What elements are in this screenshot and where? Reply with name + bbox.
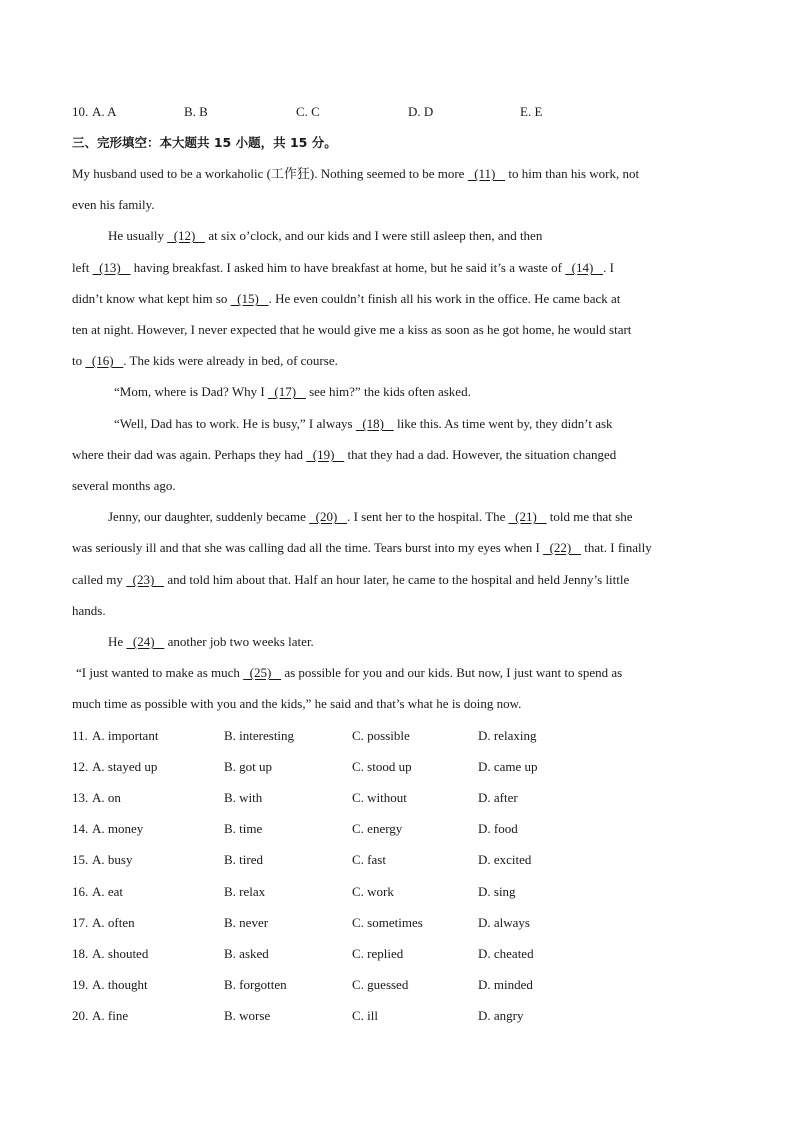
- passage-line: [72, 197, 155, 213]
- answer-option: A. eat: [92, 884, 124, 899]
- passage-text: much time as possible with you and the kids,” he said and that’s what he is doing now.: [72, 696, 522, 711]
- answer-option: B. interesting: [224, 728, 295, 743]
- passage-text: . The kids were already in bed, of course.: [123, 353, 338, 368]
- answer-option: D. relaxing: [478, 728, 537, 743]
- passage-line: [72, 447, 616, 463]
- answer-option: D. always: [478, 915, 530, 930]
- passage-text: . I: [603, 260, 614, 275]
- q10-option-b: B. B: [184, 104, 208, 119]
- passage-text: and told him about that. Half an hour later, he came to the hospital and held Jenny’s little: [164, 572, 630, 587]
- answer-option: C. stood up: [352, 759, 412, 774]
- cloze-blank: (15): [230, 291, 269, 306]
- passage-line: [72, 603, 106, 619]
- passage-text: see him?” the kids often asked.: [305, 384, 471, 399]
- cloze-blank: (13): [92, 260, 131, 275]
- passage-line: [72, 260, 614, 276]
- passage-line: [72, 166, 639, 182]
- passage-text: as possible for you and our kids. But now, I just want to spend as: [281, 665, 623, 680]
- cloze-blank: (20): [309, 509, 348, 524]
- passage-line: [76, 665, 622, 681]
- answer-option: A. money: [92, 821, 144, 836]
- question-number: 20.: [72, 1008, 89, 1023]
- passage-text: left: [72, 260, 93, 275]
- answer-option: D. angry: [478, 1008, 524, 1023]
- answer-option: B. worse: [224, 1008, 271, 1023]
- cloze-blank: (14): [565, 260, 604, 275]
- passage-text: He: [108, 634, 127, 649]
- passage-line: [108, 228, 542, 244]
- passage-text: told me that she: [546, 509, 633, 524]
- cloze-blank: (25): [243, 665, 282, 680]
- passage-text: . I sent her to the hospital. The: [347, 509, 509, 524]
- answer-option: A. often: [92, 915, 135, 930]
- question-number: 16.: [72, 884, 89, 899]
- passage-text: at six o’clock, and our kids and I were still asleep then, and then: [205, 228, 543, 243]
- passage-line: [72, 353, 338, 369]
- question-number: 12.: [72, 759, 89, 774]
- answer-option: A. on: [92, 790, 121, 805]
- passage-line: [72, 291, 620, 307]
- passage-line: [108, 509, 632, 525]
- answer-option: B. forgotten: [224, 977, 287, 992]
- answer-option: B. relax: [224, 884, 266, 899]
- cloze-blank: (18): [355, 416, 394, 431]
- passage-text: called my: [72, 572, 127, 587]
- answer-option: B. tired: [224, 852, 263, 867]
- passage-line: [72, 696, 521, 712]
- q10-option-a: A. A: [92, 104, 117, 119]
- cloze-blank: (22): [543, 540, 582, 555]
- q10-option-c: C. C: [296, 104, 320, 119]
- answer-option: A. stayed up: [92, 759, 158, 774]
- answer-option: C. energy: [352, 821, 403, 836]
- cloze-blank: (24): [126, 634, 165, 649]
- question-number: 18.: [72, 946, 89, 961]
- passage-text: another job two weeks later.: [164, 634, 314, 649]
- passage-text: having breakfast. I asked him to have breakfast at home, but he said it’s a waste of: [130, 260, 566, 275]
- answer-option: B. got up: [224, 759, 273, 774]
- passage-line: [72, 572, 629, 588]
- passage-text: was seriously ill and that she was calling dad all the time. Tears burst into my eyes when I: [72, 540, 544, 555]
- q10-option-d: D. D: [408, 104, 434, 119]
- answer-option: C. fast: [352, 852, 386, 867]
- passage-text: . He even couldn’t finish all his work in the office. He came back at: [268, 291, 621, 306]
- passage-text: He usually: [108, 228, 168, 243]
- passage-text: “Well, Dad has to work. He is busy,” I always: [114, 416, 356, 431]
- passage-text: that they had a dad. However, the situation changed: [344, 447, 617, 462]
- answer-option: A. busy: [92, 852, 133, 867]
- passage-line: [108, 634, 314, 650]
- answer-option: B. with: [224, 790, 263, 805]
- answer-option: C. replied: [352, 946, 404, 961]
- answer-option: B. asked: [224, 946, 269, 961]
- answer-option: D. food: [478, 821, 518, 836]
- answer-option: D. excited: [478, 852, 532, 867]
- answer-option: C. ill: [352, 1008, 379, 1023]
- passage-text: where their dad was again. Perhaps they had: [72, 447, 307, 462]
- answer-option: C. work: [352, 884, 394, 899]
- passage-text: to him than his work, not: [505, 166, 640, 181]
- cloze-blank: (17): [267, 384, 306, 399]
- passage-text: “I just wanted to make as much: [76, 665, 244, 680]
- answer-option: D. after: [478, 790, 518, 805]
- cloze-blank: (23): [126, 572, 165, 587]
- answer-option: A. thought: [92, 977, 148, 992]
- answer-option: C. possible: [352, 728, 410, 743]
- answer-option: D. cheated: [478, 946, 534, 961]
- passage-text: that. I finally: [581, 540, 652, 555]
- question-number: 19.: [72, 977, 89, 992]
- answer-option: C. without: [352, 790, 407, 805]
- answer-option: D. sing: [478, 884, 516, 899]
- cloze-blank: (11): [467, 166, 506, 181]
- passage-line: [114, 384, 471, 400]
- passage-line: [72, 540, 652, 556]
- cloze-blank: (21): [508, 509, 547, 524]
- answer-option: C. guessed: [352, 977, 409, 992]
- passage-line: [72, 478, 176, 494]
- answer-option: C. sometimes: [352, 915, 423, 930]
- passage-text: didn’t know what kept him so: [72, 291, 231, 306]
- cloze-blank: (12): [167, 228, 206, 243]
- question-number: 13.: [72, 790, 89, 805]
- passage-text: several months ago.: [72, 478, 176, 493]
- passage-text: to: [72, 353, 86, 368]
- question-number: 15.: [72, 852, 89, 867]
- question-number: 17.: [72, 915, 89, 930]
- passage-text: hands.: [72, 603, 106, 618]
- section-title: 三、完形填空：本大题共 15 小题，共 15 分。: [72, 135, 337, 150]
- passage-line: [72, 322, 631, 338]
- passage-text: like this. As time went by, they didn’t ask: [393, 416, 613, 431]
- answer-option: D. came up: [478, 759, 538, 774]
- answer-option: D. minded: [478, 977, 533, 992]
- question-number: 14.: [72, 821, 89, 836]
- passage-text: ten at night. However, I never expected that he would give me a kiss as soon as he got home, he would start: [72, 322, 632, 337]
- q10-option-e: E. E: [520, 104, 543, 119]
- passage-text: “Mom, where is Dad? Why I: [114, 384, 268, 399]
- answer-option: A. shouted: [92, 946, 149, 961]
- passage-text: even his family.: [72, 197, 155, 212]
- answer-option: B. never: [224, 915, 269, 930]
- answer-option: A. important: [92, 728, 159, 743]
- q10-number: 10.: [72, 104, 89, 119]
- answer-option: A. fine: [92, 1008, 129, 1023]
- answer-option: B. time: [224, 821, 263, 836]
- passage-text: My husband used to be a workaholic (工作狂). Nothing seemed to be more: [72, 166, 468, 181]
- question-number: 11.: [72, 728, 88, 743]
- passage-text: Jenny, our daughter, suddenly became: [108, 509, 310, 524]
- passage-line: [114, 416, 613, 432]
- cloze-blank: (19): [306, 447, 345, 462]
- cloze-blank: (16): [85, 353, 124, 368]
